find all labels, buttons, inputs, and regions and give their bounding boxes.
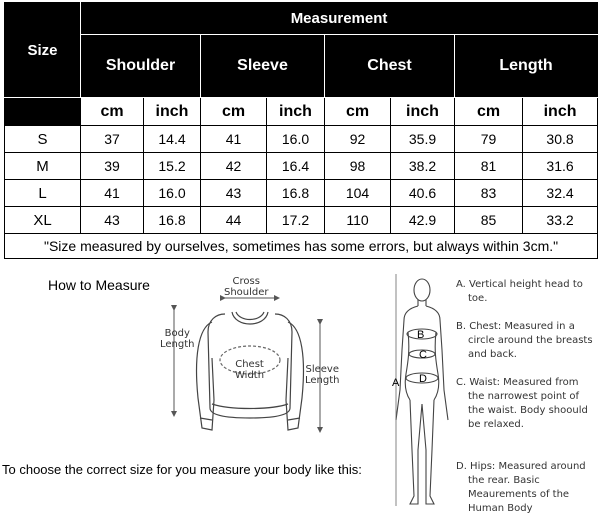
marker-c: C: [419, 349, 427, 361]
measurement-header: Measurement: [81, 3, 598, 35]
choose-size-text: To choose the correct size for you measure your body like this:: [2, 462, 362, 477]
value-cell: 41: [201, 126, 267, 153]
value-cell: 43: [81, 207, 144, 234]
value-cell: 33.2: [523, 207, 598, 234]
human-body-diagram: [384, 270, 452, 514]
length-header: Length: [455, 35, 598, 98]
chest-width-label: Chest Width: [235, 359, 265, 381]
value-cell: 14.4: [144, 126, 201, 153]
value-cell: 32.4: [523, 180, 598, 207]
size-cell: XL: [5, 207, 81, 234]
unit-cell: cm: [325, 98, 391, 126]
body-length-label: Body Length: [160, 328, 195, 350]
value-cell: 42: [201, 153, 267, 180]
table-row: [5, 153, 598, 180]
value-cell: 42.9: [391, 207, 455, 234]
value-cell: 37: [81, 126, 144, 153]
unit-cell: inch: [144, 98, 201, 126]
chest-header: Chest: [325, 35, 455, 98]
value-cell: 83: [455, 180, 523, 207]
unit-cell: inch: [391, 98, 455, 126]
unit-cell: cm: [81, 98, 144, 126]
value-cell: 98: [325, 153, 391, 180]
value-cell: 40.6: [391, 180, 455, 207]
shoulder-header: Shoulder: [81, 35, 201, 98]
human-body-icon: [396, 279, 448, 504]
marker-d: D: [419, 373, 427, 385]
size-header-filler: [5, 98, 81, 126]
desc-chest: B. Chest: Measured in a circle around the breasts and back.: [456, 321, 593, 360]
value-cell: 16.0: [267, 126, 325, 153]
value-cell: 16.0: [144, 180, 201, 207]
value-cell: 31.6: [523, 153, 598, 180]
unit-cell: inch: [267, 98, 325, 126]
value-cell: 17.2: [267, 207, 325, 234]
value-cell: 92: [325, 126, 391, 153]
size-cell: M: [5, 153, 81, 180]
table-row: [5, 180, 598, 207]
cross-shoulder-label: Cross Shoulder: [224, 276, 269, 298]
value-cell: 41: [81, 180, 144, 207]
value-cell: 16.8: [267, 180, 325, 207]
value-cell: 16.8: [144, 207, 201, 234]
unit-cell: cm: [455, 98, 523, 126]
value-cell: 104: [325, 180, 391, 207]
table-row: [5, 207, 598, 234]
value-cell: 30.8: [523, 126, 598, 153]
value-cell: 79: [455, 126, 523, 153]
sleeve-length-label: Sleeve Length: [305, 364, 340, 386]
desc-height: A. Vertical height head to toe.: [456, 279, 583, 304]
size-cell: S: [5, 126, 81, 153]
desc-waist: C. Waist: Measured from the narrowest point of the waist. Body shoould be relaxed.: [456, 377, 588, 430]
size-note: "Size measured by ourselves, sometimes has some errors, but always within 3cm.": [5, 234, 598, 259]
value-cell: 81: [455, 153, 523, 180]
unit-cell: inch: [523, 98, 598, 126]
value-cell: 110: [325, 207, 391, 234]
value-cell: 44: [201, 207, 267, 234]
desc-hips: D. Hips: Measured around the rear. Basic Meaurements of the Human Body: [456, 461, 586, 514]
value-cell: 16.4: [267, 153, 325, 180]
value-cell: 43: [201, 180, 267, 207]
value-cell: 39: [81, 153, 144, 180]
value-cell: 15.2: [144, 153, 201, 180]
table-row: [5, 126, 598, 153]
value-cell: 38.2: [391, 153, 455, 180]
size-cell: L: [5, 180, 81, 207]
sleeve-header: Sleeve: [201, 35, 325, 98]
unit-cell: cm: [201, 98, 267, 126]
value-cell: 35.9: [391, 126, 455, 153]
value-cell: 85: [455, 207, 523, 234]
marker-a: A: [392, 377, 400, 389]
how-to-measure-title: How to Measure: [48, 277, 150, 293]
size-chart-table: [4, 2, 598, 259]
marker-b: B: [417, 329, 425, 341]
size-header: Size: [5, 3, 81, 98]
